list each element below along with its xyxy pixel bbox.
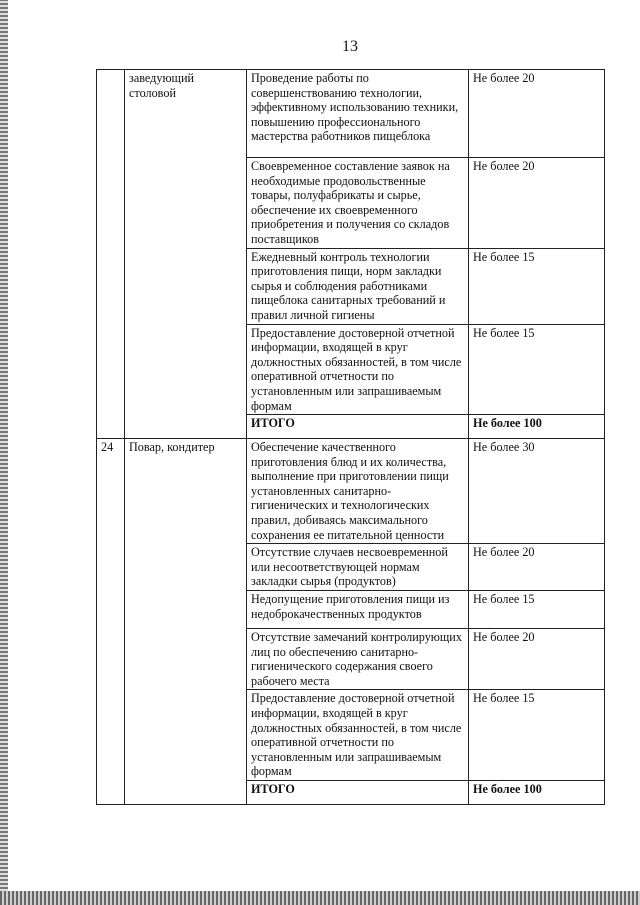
criteria-table — [96, 69, 605, 805]
value-cell: Не более 20 — [469, 70, 605, 158]
total-label-cell: ИТОГО — [247, 780, 469, 804]
value-cell: Не более 20 — [469, 629, 605, 690]
row-number-cell — [97, 70, 125, 439]
value-cell: Не более 30 — [469, 439, 605, 544]
criterion-cell: Отсутствие замечаний контролирующих лиц по обеспечению санитарно-гигиенического содержания своего рабочего места — [247, 629, 469, 690]
criterion-cell: Своевременное составление заявок на необходимые продовольственные товары, полуфабрикаты и сырье, обеспечение их своевременного приобретения и получения со складов поставщиков — [247, 158, 469, 249]
position-cell: заведующий столовой — [125, 70, 247, 439]
criterion-cell: Ежедневный контроль технологии приготовления пищи, норм закладки сырья и соблюдения работниками пищеблока санитарных требований и правил личной гигиены — [247, 248, 469, 324]
total-value-cell: Не более 100 — [469, 780, 605, 804]
row-number-cell: 24 — [97, 439, 125, 805]
criterion-cell: Недопущение приготовления пищи из недоброкачественных продуктов — [247, 591, 469, 629]
criterion-cell: Обеспечение качественного приготовления блюд и их количества, выполнение при приготовлении пищи установленных санитарно-гигиенических и технологических правил, добиваясь максимального сохранения ее питательной ценности — [247, 439, 469, 544]
criterion-cell: Предоставление достоверной отчетной информации, входящей в круг должностных обязанностей, в том числе оперативной отчетности по установленным или запрашиваемым формам — [247, 690, 469, 781]
table-row — [97, 70, 605, 158]
scan-edge-left — [0, 0, 8, 905]
table-row — [97, 439, 605, 544]
scan-edge-bottom — [0, 891, 640, 905]
value-cell: Не более 15 — [469, 324, 605, 415]
total-value-cell: Не более 100 — [469, 415, 605, 439]
criterion-cell: Отсутствие случаев несвоевременной или несоответствующей нормам закладки сырья (продуктов) — [247, 544, 469, 591]
value-cell: Не более 15 — [469, 248, 605, 324]
value-cell: Не более 20 — [469, 544, 605, 591]
value-cell: Не более 15 — [469, 591, 605, 629]
total-label-cell: ИТОГО — [247, 415, 469, 439]
value-cell: Не более 20 — [469, 158, 605, 249]
criterion-cell: Проведение работы по совершенствованию технологии, эффективному использованию техники, повышению профессионального мастерства работников пищеблока — [247, 70, 469, 158]
value-cell: Не более 15 — [469, 690, 605, 781]
position-cell: Повар, кондитер — [125, 439, 247, 805]
criterion-cell: Предоставление достоверной отчетной информации, входящей в круг должностных обязанностей, в том числе оперативной отчетности по установленным или запрашиваемым формам — [247, 324, 469, 415]
page-number: 13 — [342, 38, 358, 55]
